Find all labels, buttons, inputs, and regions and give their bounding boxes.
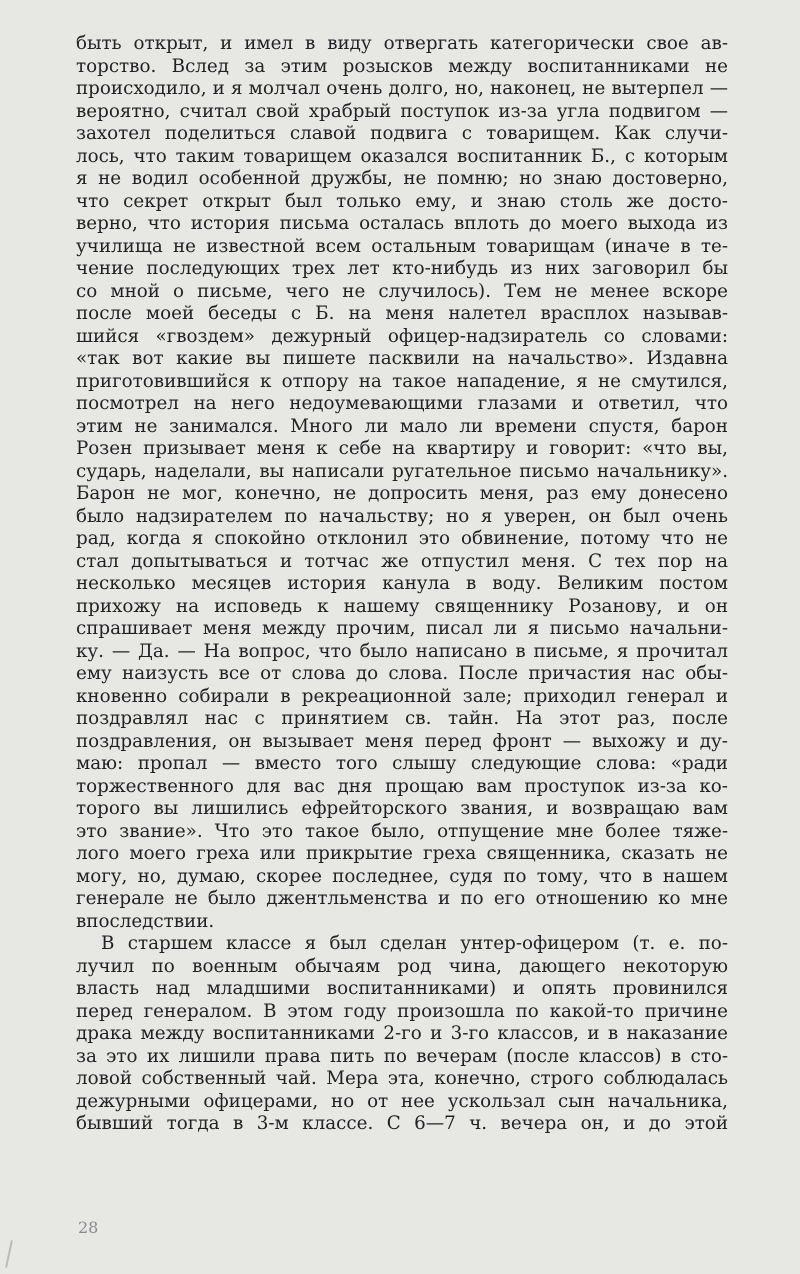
text-line: власть над младшими воспитанниками) и опять провинился [76,978,728,999]
text-line: после моей беседы с Б. на меня налетел врасплох называв- [76,303,728,324]
text-line: несколько месяцев история канула в воду. Великим постом [76,573,728,594]
text-line: училища не известной всем остальным товарищам (иначе в те- [76,235,728,257]
text-line: лого моего греха или прикрытие греха священника, сказать не [76,843,728,864]
text-line: маю: пропал — вместо того слышу следующие слова: «ради [76,753,728,774]
text-line: торство. Вслед за этим розысков между воспитанниками не [76,55,728,77]
text-line: поздравления, он вызывает меня перед фронт — выхожу и ду- [76,730,728,752]
text-line: стал допытываться и тотчас же отпустил меня. С тех пор на [76,550,728,572]
text-line: лось, что таким товарищем оказался воспитанник Б., с которым [76,145,728,167]
text-line: за это их лишили права пить по вечерам (после классов) в сто- [76,1045,728,1067]
text-line: захотел поделиться славой подвига с товарищем. Как случи- [76,123,728,144]
text-line: Розен призывает меня к себе на квартиру и говорит: «что вы, [76,438,728,459]
text-line: дежурными офицерами, но от нее ускользал сын начальника, [76,1090,728,1112]
page-number: 28 [78,1218,99,1237]
text-line: торжественного для вас дня прощаю вам проступок из-за ко- [76,775,728,797]
text-line: чение последующих трех лет кто-нибудь из них заговорил бы [76,258,728,279]
text-line: перед генералом. В этом году произошла по какой-то причине [76,1000,728,1022]
text-line: быть открыт, и имел в виду отвергать категорически свое ав- [76,33,728,54]
text-line: поздравлял нас с принятием св. тайн. На этот раз, после [76,708,728,729]
text-line: кновенно собирали в рекреационной зале; приходил генерал и [76,685,728,707]
text-line: этим не занимался. Много ли мало ли времени спустя, барон [76,415,728,437]
text-line: ловой собственный чай. Мера эта, конечно, строго соблюдалась [76,1068,728,1089]
text-line: шийся «гвоздем» дежурный офицер-надзиратель со словами: [76,325,728,347]
text-line: я не водил особенной дружбы, не помню; но знаю достоверно, [76,168,728,189]
text-line: посмотрел на него недоумевающими глазами и ответил, что [76,393,728,414]
text-line: впоследствии. [76,910,215,932]
text-line: происходило, и я молчал очень долго, но, наконец, не вытерпел — [76,78,728,99]
text-line: рад, когда я спокойно отклонил это обвинение, потому что не [76,528,728,549]
text-line: со мной о письме, чего не случилось). Тем не менее вскоре [76,280,728,302]
text-line: ему наизусть все от слова до слова. После причастия нас обы- [76,663,728,684]
text-line: «так вот какие вы пишете пасквили на начальство». Издавна [76,348,728,369]
text-line: торого вы лишились ефрейторского звания, и возвращаю вам [76,798,728,819]
margin-mark [5,1240,13,1268]
text-line: лучил по военным обычаям род чина, дающего некоторую [76,955,728,977]
text-line: вероятно, считал свой храбрый поступок из-за угла подвигом — [76,100,728,122]
text-line: могу, но, думаю, скорее последнее, судя по тому, что в нашем [76,865,728,887]
text-line: верно, что история письма осталась вплоть до моего выхода из [76,213,728,234]
text-line: Барон не мог, конечно, не допросить меня, раз ему донесено [76,483,728,504]
text-line: это звание». Что это такое было, отпущение мне более тяже- [76,820,728,842]
text-line: было надзирателем по начальству; но я уверен, он был очень [76,505,728,527]
text-line: драка между воспитанниками 2-го и 3-го классов, и в наказание [76,1023,728,1044]
text-line: прихожу на исповедь к нашему священнику Розанову, и он [76,595,728,617]
text-line: спрашивает меня между прочим, писал ли я письмо начальни- [76,618,728,639]
paragraph-start-line: В старшем классе я был сделан унтер-офицером (т. е. по- [101,933,728,954]
text-line: бывший тогда в 3-м классе. С 6—7 ч. вечера он, и до этой [76,1113,728,1134]
text-line: что секрет открыт был только ему, и знаю столь же досто- [76,190,728,212]
text-line: сударь, наделали, вы написали ругательное письмо начальнику». [76,460,728,482]
text-line: ку. — Да. — На вопрос, что было написано в письме, я прочитал [76,640,728,662]
text-line: генерале не было джентльменства и по его отношению ко мне [76,888,728,909]
text-line: приготовившийся к отпору на такое нападение, я не смутился, [76,370,728,392]
body-text [76,33,728,1136]
